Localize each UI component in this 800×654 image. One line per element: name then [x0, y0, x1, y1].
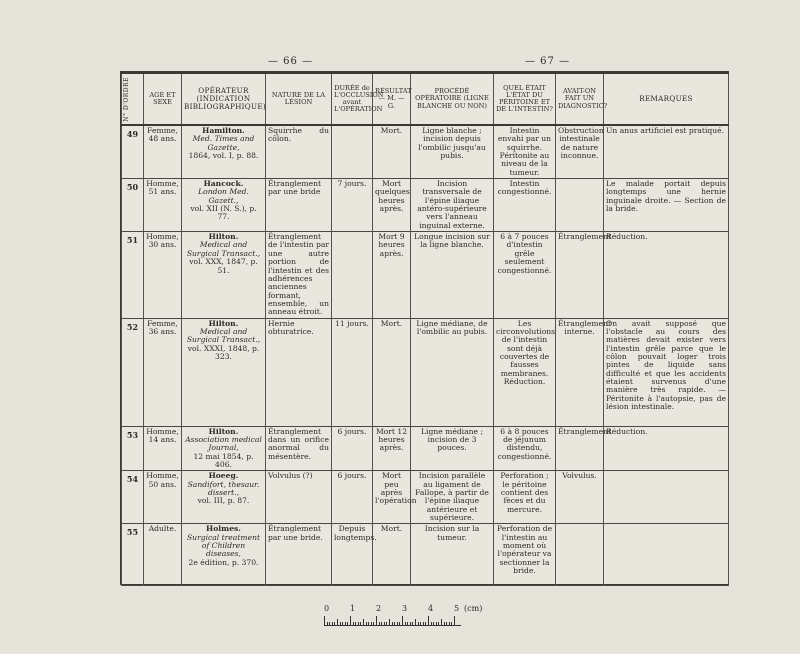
scale-tick	[397, 622, 398, 625]
scale-tick	[394, 622, 395, 625]
scale-tick	[345, 622, 346, 625]
operator-reference: London Med. Gazett.,	[198, 187, 249, 205]
table-row	[122, 125, 729, 179]
cell-diag: Volvulus.	[556, 471, 604, 524]
cell-diag	[556, 179, 604, 232]
operator-reference-detail: vol. XII (N. S.), p. 77.	[190, 204, 257, 222]
data-table-sheet	[120, 71, 729, 585]
cell-etat: Perforation ; le péritoine contient des fèces et du mercure.	[494, 471, 556, 524]
scale-tick	[407, 622, 408, 625]
cell-age: Adulte.	[144, 524, 182, 586]
operator-name: Hancock.	[203, 179, 244, 189]
scale-tick	[347, 622, 348, 625]
cell-procede: Incision sur la tumeur.	[411, 524, 494, 586]
scale-tick	[355, 622, 356, 625]
cell-duree	[332, 232, 373, 318]
cell-remarques	[604, 471, 729, 524]
cell-procede: Longue incision sur la ligne blanche.	[411, 232, 494, 318]
cell-nature: Volvulus (?)	[266, 471, 332, 524]
scale-label: 0	[324, 604, 330, 613]
cell-nature: Étranglement de l'intestin par une autre portion de l'intestin et des adhérences anciennes formant, ensemble, un anneau étroit.	[266, 232, 332, 318]
cell-resultat: Mort 9 heures après.	[373, 232, 411, 318]
cell-nature: Hernie obturatrice.	[266, 318, 332, 426]
table-row	[122, 179, 729, 232]
cell-etat: 6 à 8 pouces de jéjunum distendu, congestionné.	[494, 426, 556, 471]
scale-label: 2	[376, 604, 382, 613]
scale-tick	[444, 622, 445, 625]
cell-age: Femme, 48 ans.	[144, 125, 182, 179]
header-row	[122, 74, 729, 125]
cell-resultat: Mort peu après l'opération	[373, 471, 411, 524]
scale-bar	[324, 604, 483, 614]
cell-num: 55	[122, 524, 144, 586]
table-row	[122, 471, 729, 524]
scale-tick	[392, 622, 393, 625]
operator-reference-detail: 12 mai 1854, p. 406.	[193, 451, 254, 469]
cell-diag: Étranglement interne.	[556, 318, 604, 426]
scale-tick	[449, 622, 450, 625]
header-operateur: OPÉRATEUR (INDICATION BIBLIOGRAPHIQUE)	[182, 74, 266, 125]
cell-diag: Étranglement	[556, 232, 604, 318]
cell-operateur	[182, 125, 266, 179]
scale-tick	[441, 619, 442, 625]
operator-reference: Medical and Surgical Transact.,	[186, 326, 261, 345]
cell-resultat: Mort.	[373, 125, 411, 179]
scale-tick	[376, 616, 377, 625]
scale-tick	[373, 622, 374, 625]
cell-nature: Étranglement dans un orifice anormal du mésentère.	[266, 426, 332, 471]
scale-tick	[425, 622, 426, 625]
cell-etat: 6 à 7 pouces d'intestin grêle seulement congestionné.	[494, 232, 556, 318]
cell-duree: 11 jours.	[332, 318, 373, 426]
cell-procede: Incision parallèle au ligament de Fallope, à partir de l'épine iliaque antérieure et supérieure.	[411, 471, 494, 524]
scale-label: 3	[402, 604, 408, 613]
scale-tick	[379, 622, 380, 625]
cell-duree: 7 jours.	[332, 179, 373, 232]
cell-remarques: On avait supposé que l'obstacle au cours des matières devait exister vers l'intestin grêle parce que le côlon pouvait loger trois pintes de liquide sans difficulté et que les accidents étaient survenus d'une manière très rapide. — Péritonite à l'autopsie, pas de lésion intestinale.	[604, 318, 729, 426]
scale-tick	[327, 622, 328, 625]
scale-label: 5	[454, 604, 460, 613]
scale-tick	[423, 622, 424, 625]
cell-nature: Étranglement par une bride.	[266, 524, 332, 586]
operator-name: Hilton.	[208, 426, 239, 436]
scale-tick	[451, 622, 452, 625]
scale-unit: (cm)	[464, 604, 483, 613]
cell-resultat: Mort.	[373, 524, 411, 586]
header-procede: PROCÉDÉ OPÉRATOIRE (LIGNE BLANCHE OU NON)	[411, 74, 494, 125]
table-row	[122, 232, 729, 318]
cell-age: Homme, 51 ans.	[144, 179, 182, 232]
cell-resultat: Mort.	[373, 318, 411, 426]
cell-duree: Depuis longtemps.	[332, 524, 373, 586]
cell-num: 54	[122, 471, 144, 524]
scale-tick	[454, 616, 455, 625]
scale-tick	[420, 622, 421, 625]
scale-tick	[329, 622, 330, 625]
scale-tick	[340, 622, 341, 625]
cell-procede: Incision transversale de l'épine iliaque antéro-supérieure vers l'anneau inguinal externe.	[411, 179, 494, 232]
scale-tick	[431, 622, 432, 625]
scale-tick	[358, 622, 359, 625]
scale-tick	[368, 622, 369, 625]
scale-tick	[381, 622, 382, 625]
cell-num: 51	[122, 232, 144, 318]
cell-duree	[332, 125, 373, 179]
header-etat: QUEL ÉTAIT L'ÉTAT DU PÉRITOINE ET DE L'INTESTIN?	[494, 74, 556, 125]
operator-reference-detail: vol. XXX, 1847, p. 51.	[189, 257, 258, 275]
operator-reference-detail: 2e édition, p. 370.	[188, 557, 259, 567]
scale-tick	[415, 619, 416, 625]
cell-diag: Obstruction intestinale de nature inconnue.	[556, 125, 604, 179]
scale-tick	[399, 622, 400, 625]
header-nature: NATURE DE LA LÉSION	[266, 74, 332, 125]
scale-tick	[337, 619, 338, 625]
cell-remarques: Réduction.	[604, 426, 729, 471]
header-duree: DURÉE de L'OCCLUSION avant L'OPÉRATION	[332, 74, 373, 125]
cell-remarques: Réduction.	[604, 232, 729, 318]
cell-remarques	[604, 524, 729, 586]
operator-name: Hoeeg.	[208, 471, 239, 481]
scale-tick	[366, 622, 367, 625]
scale-tick	[334, 622, 335, 625]
header-resultat: RÉSULTAT — M. — G.	[373, 74, 411, 125]
scale-tick	[402, 616, 403, 625]
table-row	[122, 318, 729, 426]
cell-remarques: Le malade portait depuis longtemps une hernie inguinale droite. — Section de la bride.	[604, 179, 729, 232]
observations-table	[121, 74, 729, 586]
operator-reference: Medical and Surgical Transact.,	[186, 240, 261, 258]
cell-etat: Perforation de l'intestin au moment où l'opérateur va sectionner la bride.	[494, 524, 556, 586]
scale-tick	[324, 616, 325, 625]
cell-operateur	[182, 179, 266, 232]
scale-tick	[360, 622, 361, 625]
operator-name: Hamilton.	[202, 126, 245, 135]
cell-procede: Ligne médiane, de l'ombilic au pubis.	[411, 318, 494, 426]
scale-label: 4	[428, 604, 434, 613]
cell-age: Homme, 14 ans.	[144, 426, 182, 471]
cell-etat: Intestin envahi par un squirrhe. Péritonite au niveau de la tumeur.	[494, 125, 556, 179]
scale-tick	[446, 622, 447, 625]
cell-nature: Étranglement par une bride	[266, 179, 332, 232]
scale-tick	[428, 616, 429, 625]
scale-tick	[342, 622, 343, 625]
scale-tick	[418, 622, 419, 625]
table-row	[122, 426, 729, 471]
cell-diag	[556, 524, 604, 586]
scale-tick	[371, 622, 372, 625]
cell-operateur	[182, 426, 266, 471]
cell-operateur	[182, 232, 266, 318]
cell-etat: Les circonvolutions de l'intestin sont déjà couvertes de fausses membranes. Réduction.	[494, 318, 556, 426]
operator-reference-detail: vol. III, p. 87.	[197, 496, 250, 506]
table-row	[122, 524, 729, 586]
operator-reference-detail: vol. XXXI, 1848, p. 323.	[187, 343, 260, 361]
scale-tick	[412, 622, 413, 625]
cell-duree: 6 jours.	[332, 471, 373, 524]
cell-operateur	[182, 471, 266, 524]
scale-tick	[436, 622, 437, 625]
page-number-left: — 66 —	[268, 56, 314, 67]
cell-age: Homme, 50 ans.	[144, 471, 182, 524]
header-remarques: REMARQUES	[604, 74, 729, 125]
scale-tick	[350, 616, 351, 625]
cell-operateur	[182, 524, 266, 586]
cell-resultat: Mort 12 heures après.	[373, 426, 411, 471]
cell-nature: Squirrhe du côlon.	[266, 125, 332, 179]
scale-label: 1	[350, 604, 356, 613]
scale-tick	[433, 622, 434, 625]
cell-age: Homme, 30 ans.	[144, 232, 182, 318]
cell-remarques: Un anus artificiel est pratiqué.	[604, 125, 729, 179]
scale-tick	[384, 622, 385, 625]
cell-age: Femme, 36 ans.	[144, 318, 182, 426]
cell-num: 49	[122, 125, 144, 179]
page-number-right: — 67 —	[525, 56, 571, 67]
scale-tick	[332, 622, 333, 625]
cell-procede: Ligne médiane ; incision de 3 pouces.	[411, 426, 494, 471]
operator-reference: Med. Times and Gazette,	[192, 134, 255, 152]
operator-reference: Sandifort, thesaur. dissert.,	[187, 479, 260, 497]
cell-num: 53	[122, 426, 144, 471]
operator-name: Hilton.	[208, 232, 239, 242]
scale-tick	[405, 622, 406, 625]
cell-procede: Ligne blanche ; incision depuis l'ombilic jusqu'au pubis.	[411, 125, 494, 179]
scale-tick	[363, 619, 364, 625]
header-age: AGE ET SEXE	[144, 74, 182, 125]
cell-resultat: Mort quelques heures après.	[373, 179, 411, 232]
scale-tick	[410, 622, 411, 625]
scale-tick	[389, 619, 390, 625]
operator-reference: Surgical treatment of Children diseases,	[186, 532, 261, 559]
operator-name: Hilton.	[208, 318, 239, 328]
cell-etat: Intestin congestionné.	[494, 179, 556, 232]
cell-num: 52	[122, 318, 144, 426]
operator-reference-detail: 1864, vol. I, p. 88.	[188, 151, 259, 161]
operator-name: Holmes.	[206, 524, 241, 534]
cell-num: 50	[122, 179, 144, 232]
cell-operateur	[182, 318, 266, 426]
operator-reference: Association medical Journal,	[185, 434, 262, 453]
scale-tick	[386, 622, 387, 625]
cell-diag: Étranglement	[556, 426, 604, 471]
header-num: N° D'ORDRE	[122, 74, 144, 125]
cell-duree: 6 jours.	[332, 426, 373, 471]
header-diagnostic: AVAIT-ON FAIT UN DIAGNOSTIC?	[556, 74, 604, 125]
scale-tick	[353, 622, 354, 625]
scale-tick	[438, 622, 439, 625]
